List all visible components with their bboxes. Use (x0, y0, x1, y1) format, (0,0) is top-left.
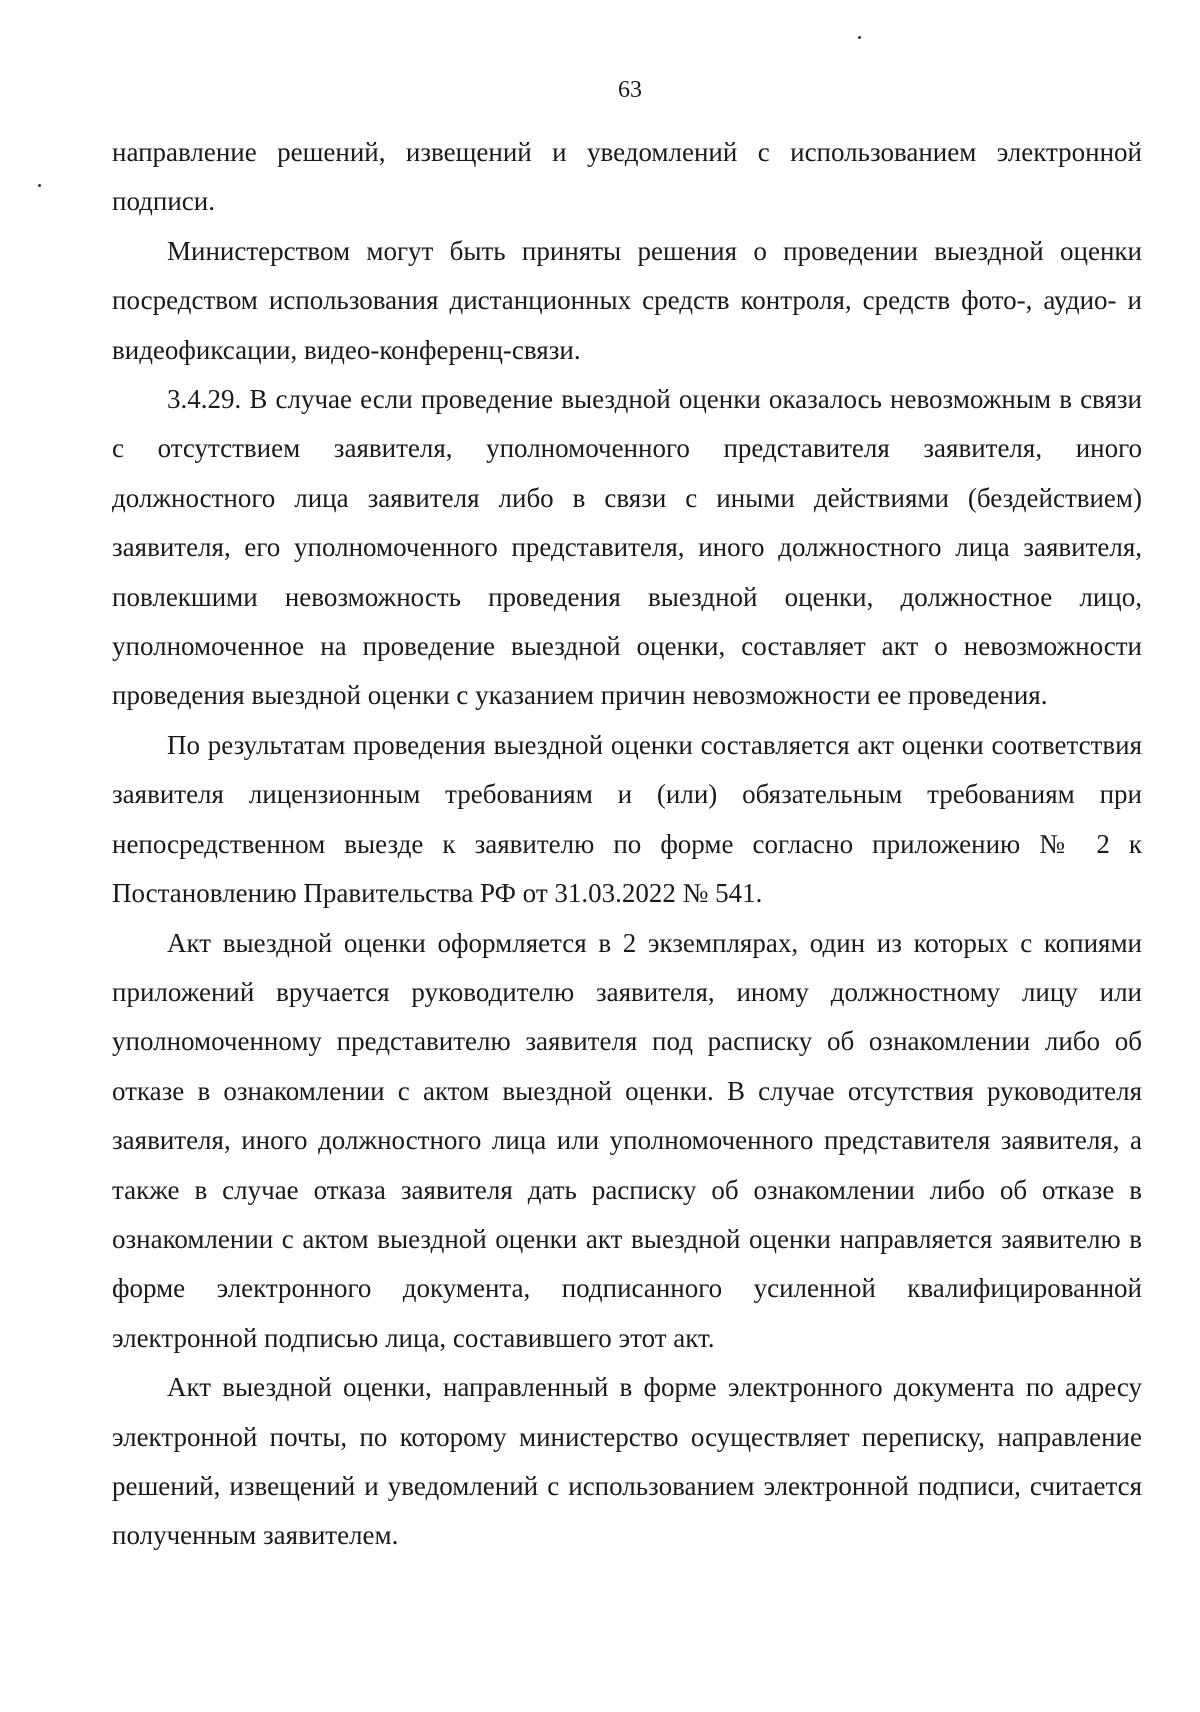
paragraph-assessment-results: По результатам проведения выездной оценки составляется акт оценки соответствия заявителя лицензионным требованиям и (или) обязательным требованиям при непосредственном выезде к заявителю по форме согласно приложению № 2 к Постановлению Правительства РФ от 31.03.2022 № 541. (112, 729, 1142, 909)
paragraph-continuation: направление решений, извещений и уведомлений с использованием электронной подписи. (112, 137, 1142, 217)
paragraph-act-electronic: Акт выездной оценки, направленный в форме электронного документа по адресу электронной почты, по которому министерство осуществляет переписку, направление решений, извещений и уведомлений с использованием электронной подписи, считается полученным заявителем. (112, 1372, 1142, 1551)
paragraph-remote-assessment: Министерством могут быть приняты решения о проведении выездной оценки посредством использования дистанционных средств контроля, средств фото-, аудио- и видеофиксации, видео-конференц-связи. (112, 235, 1142, 365)
paragraph-3-4-29: 3.4.29. В случае если проведение выездной оценки оказалось невозможным в связи с отсутствием заявителя, уполномоченного представителя заявителя, иного должностного лица заявителя либо в связи с иными действиями (бездействием) заявителя, его уполномоченного представителя, иного должностного лица заявителя, повлекшими невозможность проведения выездной оценки, должностное лицо, уполномоченное на проведение выездной оценки, составляет акт о невозможности проведения выездной оценки с указанием причин невозможности ее проведения. (112, 384, 1142, 711)
scan-speck (38, 184, 41, 187)
document-body (112, 128, 1142, 1561)
paragraph-act-copies: Акт выездной оценки оформляется в 2 экземплярах, один из которых с копиями приложений вручается руководителю заявителя, иному должностному лицу или уполномоченному представителю заявителя под расписку об ознакомлении либо об отказе в ознакомлении с актом выездной оценки. В случае отсутствия руководителя заявителя, иного должностного лица или уполномоченного представителя заявителя, а также в случае отказа заявителя дать расписку об ознакомлении либо об отказе в ознакомлении с актом выездной оценки акт выездной оценки направляется заявителю в форме электронного документа, подписанного усиленной квалифицированной электронной подписью лица, составившего этот акт. (112, 927, 1142, 1353)
page-number: 63 (618, 77, 642, 103)
scan-speck (858, 36, 861, 39)
